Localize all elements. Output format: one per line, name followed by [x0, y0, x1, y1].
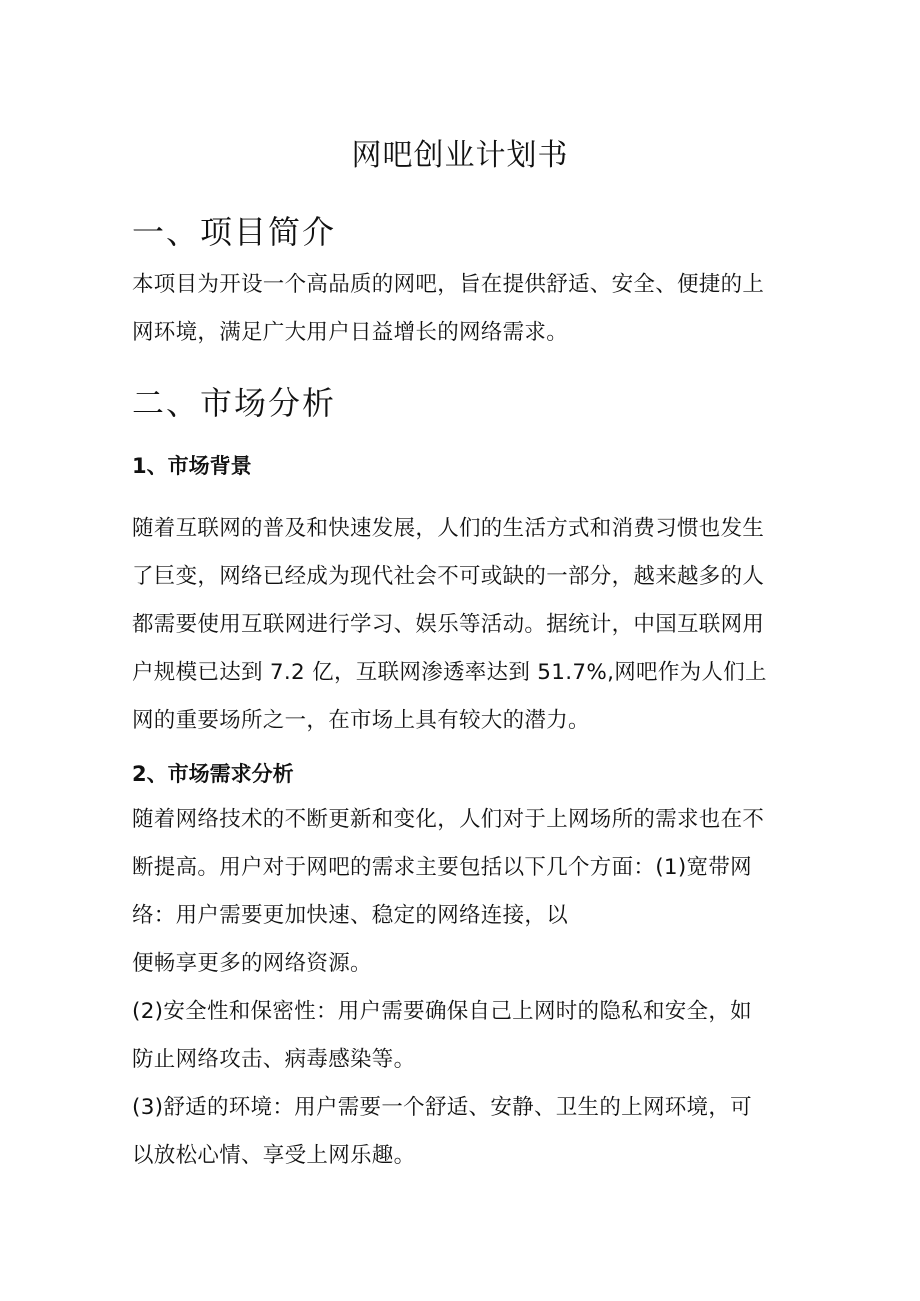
subsection-heading-background: 1、市场背景 — [132, 454, 252, 478]
section-heading-intro: 一、项目简介 — [132, 213, 337, 251]
demand-line-7: (3)舒适的环境：用户需要一个舒适、安静、卫生的上网环境，可 — [132, 1095, 752, 1120]
intro-paragraph — [132, 261, 792, 357]
background-paragraph — [132, 505, 792, 745]
section-heading-market: 二、市场分析 — [132, 384, 337, 422]
intro-line-1: 本项目为开设一个高品质的网吧，旨在提供舒适、安全、便捷的上 — [132, 272, 765, 297]
background-line-4: 户规模已达到 7.2 亿，互联网渗透率达到 51.7%,网吧作为人们上 — [132, 660, 767, 685]
demand-paragraph — [132, 796, 792, 1180]
demand-line-5: (2)安全性和保密性：用户需要确保自己上网时的隐私和安全，如 — [132, 999, 752, 1024]
background-line-3: 都需要使用互联网进行学习、娱乐等活动。据统计，中国互联网用 — [132, 612, 765, 637]
document-title: 网吧创业计划书 — [351, 138, 569, 173]
subsection-heading-demand: 2、市场需求分析 — [132, 762, 294, 786]
background-line-1: 随着互联网的普及和快速发展，人们的生活方式和消费习惯也发生 — [132, 516, 765, 541]
demand-line-8: 以放松心情、享受上网乐趣。 — [132, 1143, 416, 1168]
demand-line-2: 断提高。用户对于网吧的需求主要包括以下几个方面：(1)宽带网 — [132, 855, 752, 880]
demand-line-1: 随着网络技术的不断更新和变化，人们对于上网场所的需求也在不 — [132, 807, 765, 832]
demand-line-3: 络：用户需要更加快速、稳定的网络连接，以 — [132, 903, 569, 928]
demand-line-4: 便畅享更多的网络资源。 — [132, 951, 372, 976]
background-line-5: 网的重要场所之一，在市场上具有较大的潜力。 — [132, 708, 590, 733]
intro-line-2: 网环境，满足广大用户日益增长的网络需求。 — [132, 320, 569, 345]
demand-line-6: 防止网络攻击、病毒感染等。 — [132, 1047, 416, 1072]
background-line-2: 了巨变，网络已经成为现代社会不可或缺的一部分，越来越多的人 — [132, 564, 765, 589]
